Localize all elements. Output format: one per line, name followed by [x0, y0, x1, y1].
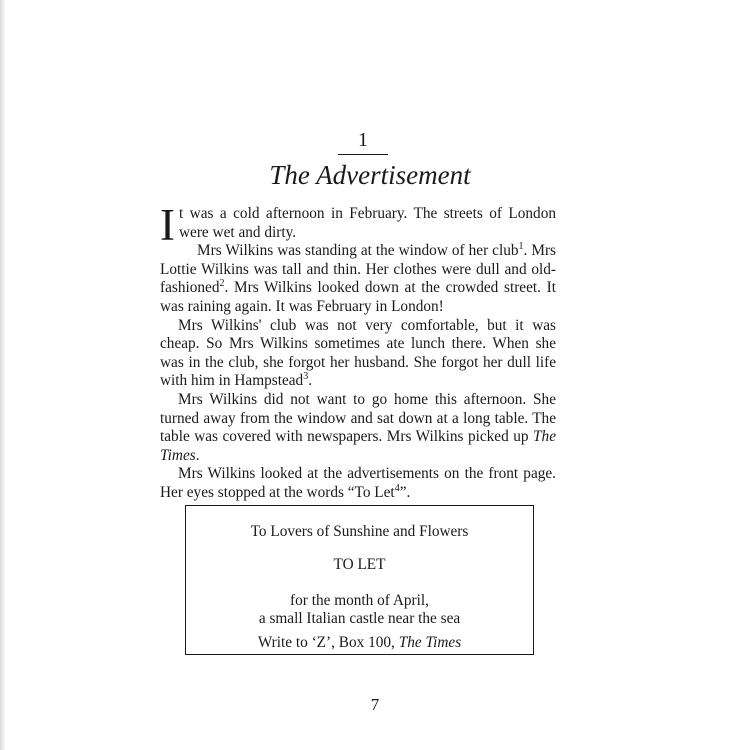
- chapter-number: 1: [338, 128, 388, 155]
- paragraph-4-italic: The Times: [160, 428, 556, 464]
- paragraph-5-text-a: Mrs Wilkins looked at the advertisements on the front page. Her eyes stopped at the words “To Let: [160, 465, 556, 501]
- footnote-ref-3: 3: [303, 371, 309, 383]
- paragraph-4-text-a: Mrs Wilkins did not want to go home this afternoon. She turned away from the window and sat down at a long table. The table was covered with newspapers. Mrs Wilkins picked up: [160, 390, 556, 446]
- paragraph-2: [160, 242, 556, 316]
- footnote-ref-4: 4: [394, 482, 400, 494]
- page-edge-shadow: [0, 0, 6, 750]
- ad-line-5-italic: The Times: [398, 634, 462, 651]
- drop-cap: I: [160, 200, 175, 250]
- paragraph-1: [160, 200, 556, 250]
- paragraph-5-text-b: ”.: [399, 483, 411, 501]
- paragraph-2-text-b: . Mrs Lottie Wilkins was tall and thin. Her clothes were dull and old-fashioned: [160, 242, 556, 297]
- paragraph-2-text-a: Mrs Wilkins was standing at the window of her club: [197, 242, 519, 260]
- footnote-ref-1: 1: [518, 241, 524, 253]
- paragraph-2-text-c: . Mrs Wilkins looked down at the crowded street. It was raining again. It was February in London!: [160, 279, 556, 315]
- paragraph-5: [160, 465, 556, 502]
- paragraph-1-text: t was a cold afternoon in February. The streets of London were wet and dirty.: [179, 205, 556, 241]
- footnote-ref-2: 2: [219, 278, 225, 290]
- ad-line-1: To Lovers of Sunshine and Flowers: [250, 523, 469, 540]
- paragraph-3: [160, 317, 556, 391]
- ad-line-3: for the month of April,: [290, 592, 429, 609]
- ad-line-4: a small Italian castle near the sea: [258, 610, 461, 627]
- advertisement-box: [185, 505, 534, 655]
- paragraph-4: [160, 391, 556, 465]
- ad-line-5: [186, 634, 533, 652]
- page-number: 7: [370, 695, 380, 714]
- ad-line-2: TO LET: [333, 556, 386, 573]
- paragraph-3-text-a: Mrs Wilkins' club was not very comfortable, but it was cheap. So Mrs Wilkins sometimes ate lunch there. When she was in the club, she forgot her husband. She forgot her dull life with him in Hampstead: [160, 316, 556, 390]
- paragraph-4-text-b: .: [195, 446, 200, 464]
- paragraph-3-text-b: .: [308, 372, 313, 390]
- ad-line-5-text: Write to ‘Z’, Box 100,: [257, 634, 399, 651]
- chapter-title: The Advertisement: [269, 160, 471, 190]
- chapter-body: [160, 200, 556, 503]
